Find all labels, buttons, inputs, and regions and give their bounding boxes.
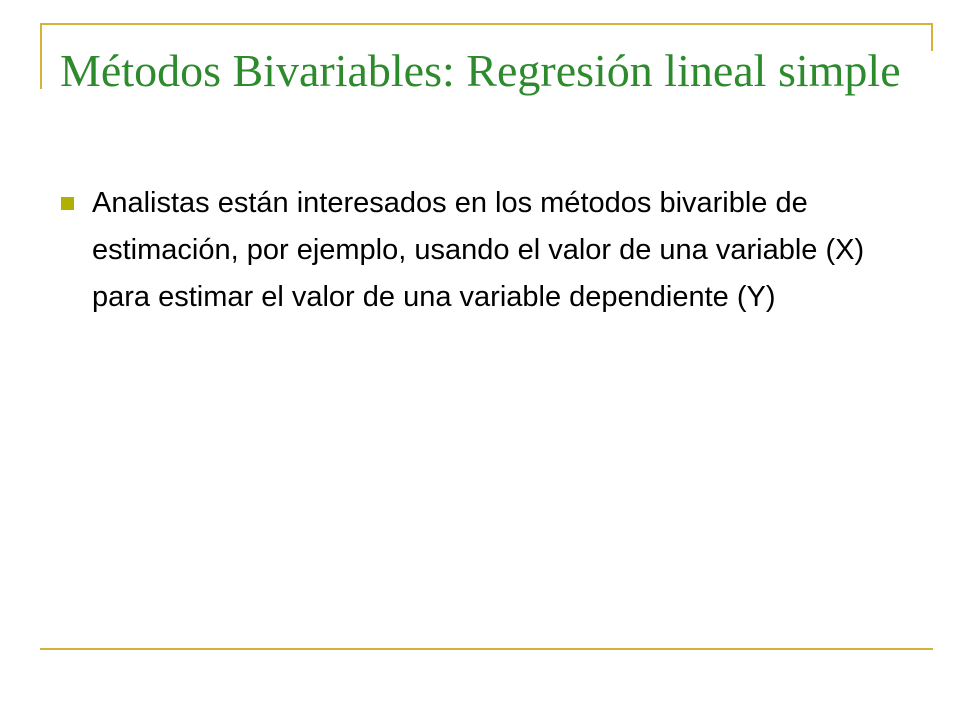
bottom-rule xyxy=(40,648,933,650)
slide-title: Métodos Bivariables: Regresión lineal simple xyxy=(60,45,901,96)
bullet-text: Analistas están interesados en los métodos bivarible de estimación, por ejemplo, usando el valor de una variable (X) para estimar el valor de una variable dependiente (Y) xyxy=(92,187,865,313)
bullet-list xyxy=(60,180,900,321)
top-rule xyxy=(40,23,933,25)
bullet-item xyxy=(60,180,900,321)
square-bullet-icon xyxy=(61,197,74,210)
right-rule xyxy=(931,23,933,51)
left-rule xyxy=(40,23,42,89)
